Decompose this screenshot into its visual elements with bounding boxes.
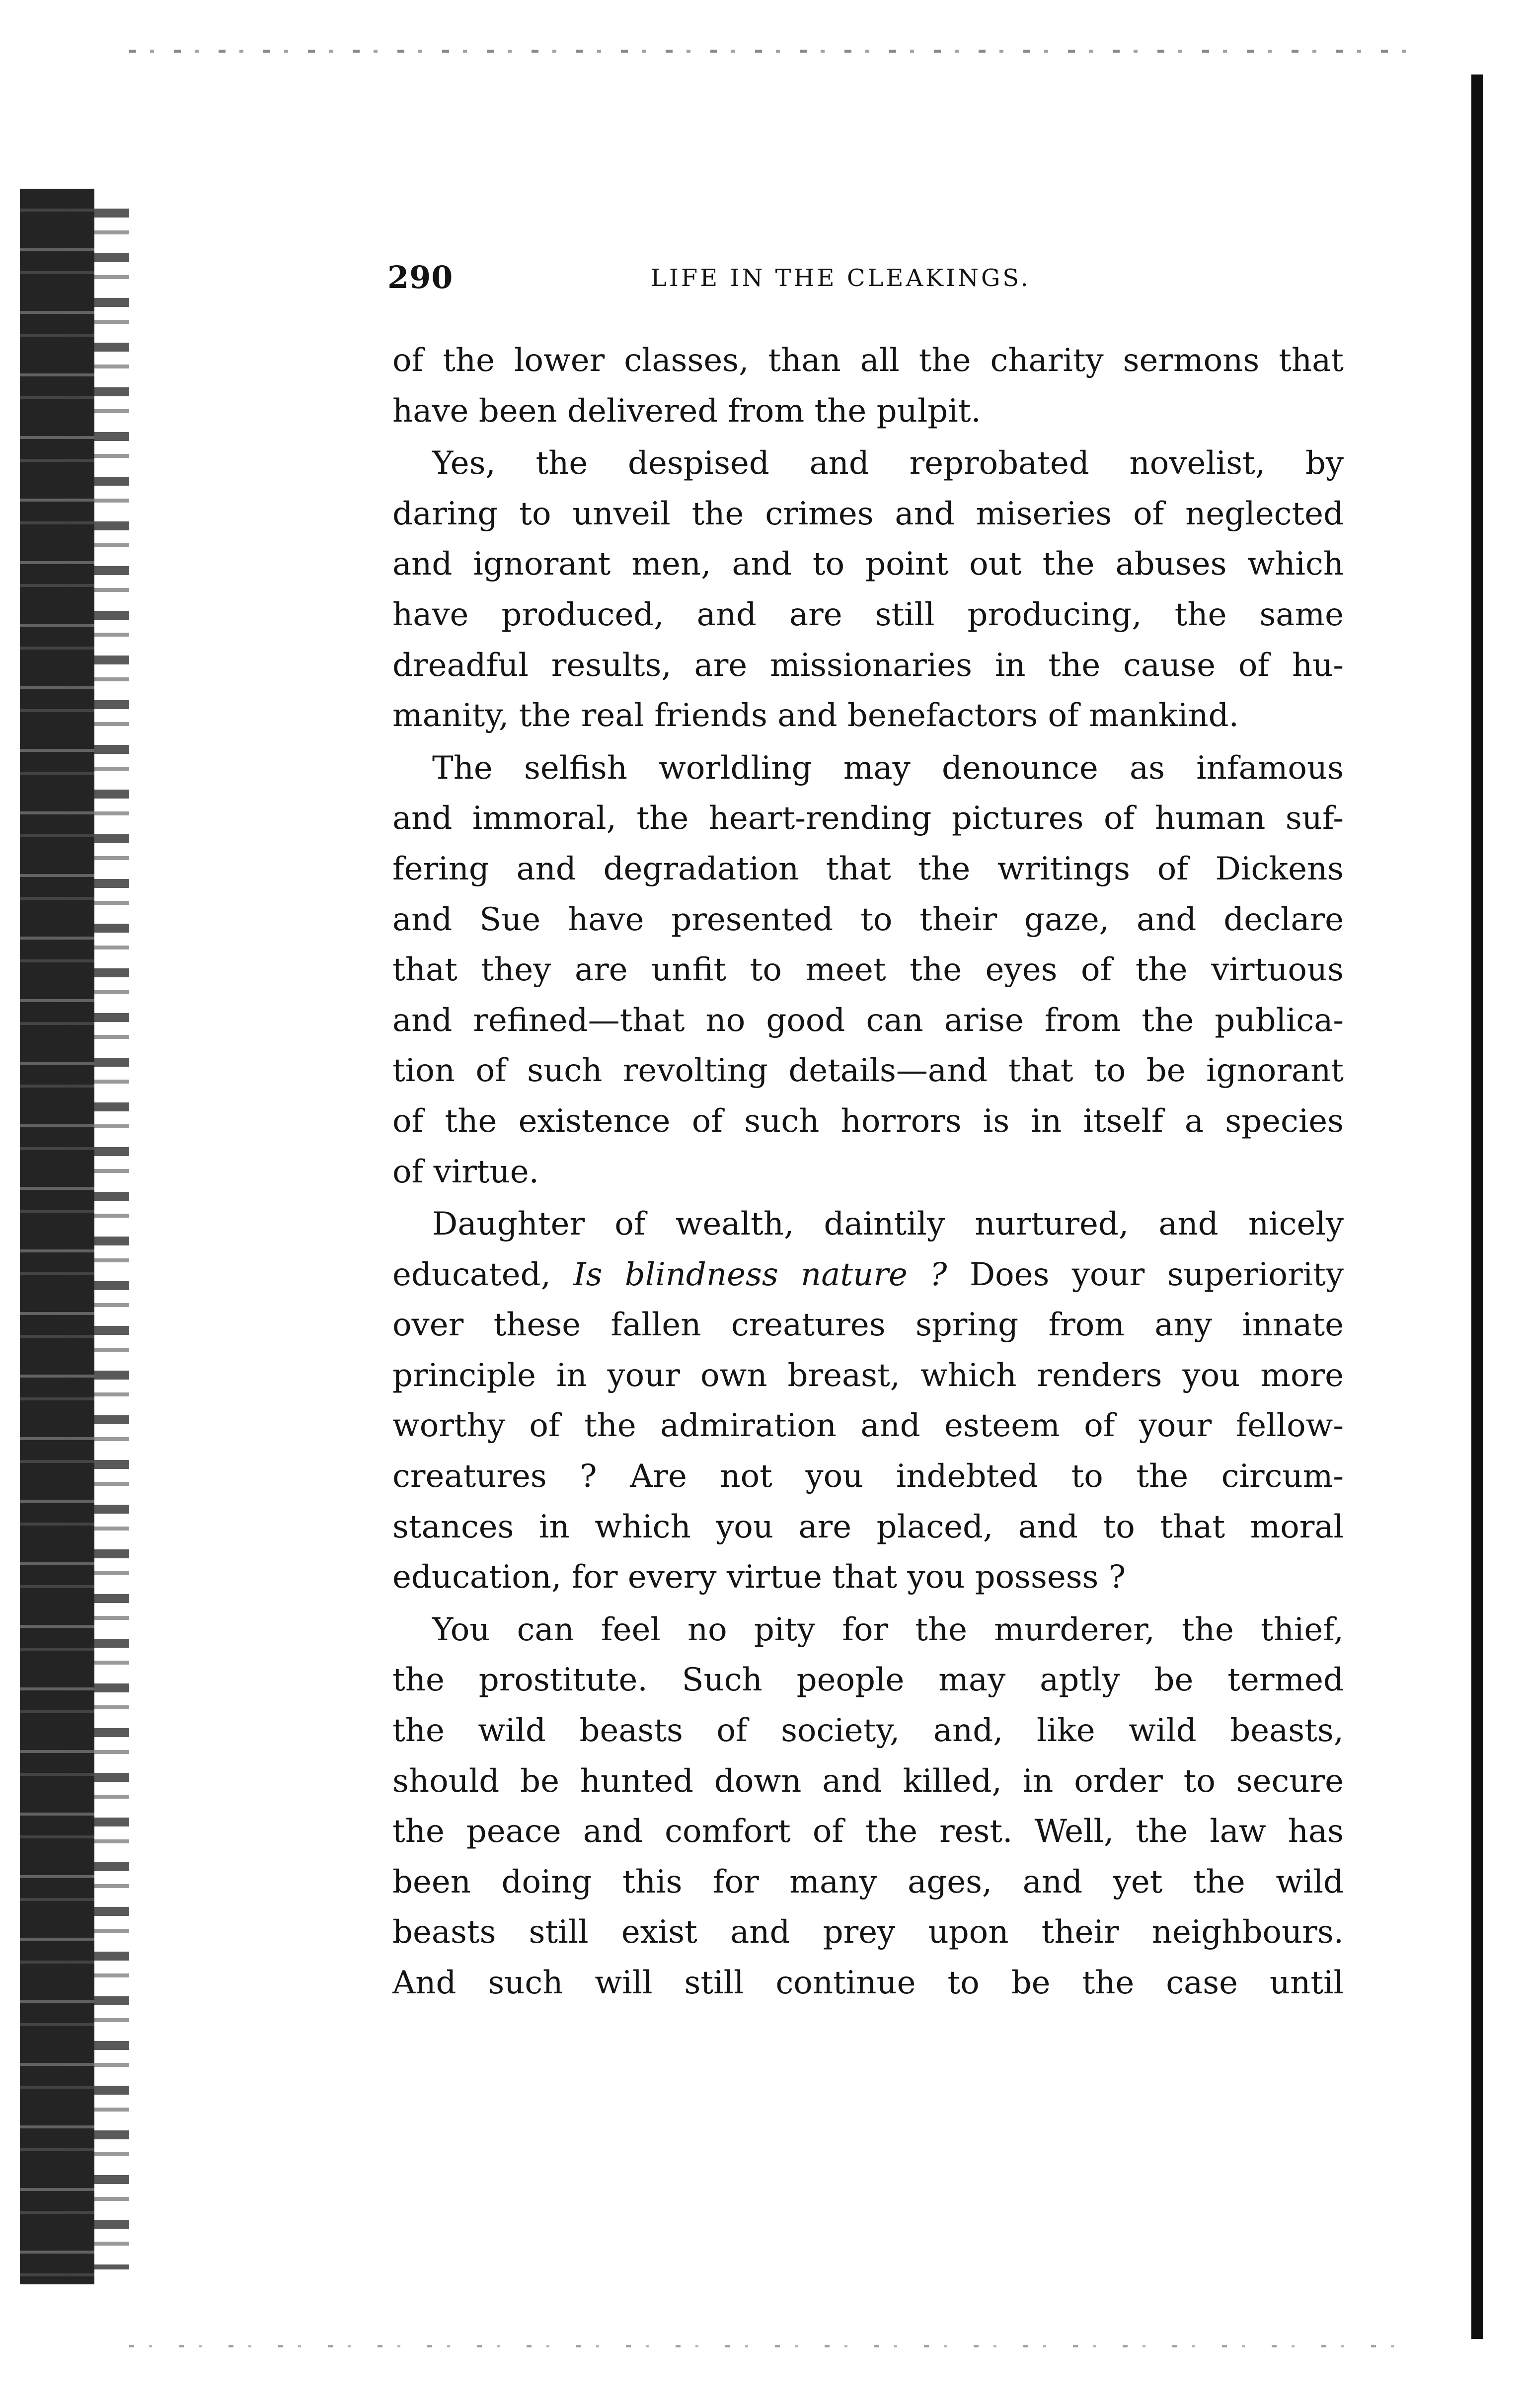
text-line: of the lower classes, than all the charity sermons that xyxy=(392,342,1344,379)
text-line: the wild beasts of society, and, like wild beasts, xyxy=(392,1712,1344,1750)
text-line: education, for every virtue that you possess ? xyxy=(392,1559,1126,1596)
scan-binding-shadow-left xyxy=(20,189,94,2284)
text-line: And such will still continue to be the case until xyxy=(392,1965,1344,2001)
paragraph-start-line: You can feel no pity for the murderer, the thief, xyxy=(432,1611,1344,1648)
scan-binding-edge-left xyxy=(94,209,129,2269)
running-title: LIFE IN THE CLEAKINGS. xyxy=(651,264,1031,292)
text-line: dreadful results, are missionaries in the cause of hu- xyxy=(392,647,1344,684)
text-line: principle in your own breast, which renders you more xyxy=(392,1357,1344,1394)
text-line: and refined—that no good can arise from the publica- xyxy=(392,1002,1344,1039)
page-number: 290 xyxy=(387,259,454,295)
text-line: should be hunted down and killed, in order to secure xyxy=(392,1762,1344,1800)
text-line: and immoral, the heart-rending pictures of human suf- xyxy=(392,800,1344,837)
text-line: worthy of the admiration and esteem of your fellow- xyxy=(392,1407,1344,1445)
text-line: that they are unfit to meet the eyes of the virtuous xyxy=(392,951,1344,989)
paragraph-start-line: Yes, the despised and reprobated novelist, by xyxy=(432,445,1344,482)
text-fragment: Does your superiority xyxy=(947,1256,1344,1293)
text-line: and ignorant men, and to point out the abuses which xyxy=(392,546,1344,583)
text-line: of the existence of such horrors is in itself a species xyxy=(392,1102,1344,1140)
text-line: over these fallen creatures spring from any innate xyxy=(392,1307,1344,1344)
text-line: and Sue have presented to their gaze, and declare xyxy=(392,901,1344,938)
running-head xyxy=(387,259,1381,307)
italic-phrase: Is blindness nature ? xyxy=(573,1256,947,1293)
scan-noise-bottom xyxy=(129,2345,1421,2347)
scan-noise-top xyxy=(129,50,1421,53)
text-line: daring to unveil the crimes and miseries of neglected xyxy=(392,495,1344,532)
text-line: fering and degradation that the writings of Dickens xyxy=(392,850,1344,887)
scan-page-edge-right xyxy=(1471,74,1483,2339)
text-line: the prostitute. Such people may aptly be termed xyxy=(392,1662,1344,1699)
text-line: have been delivered from the pulpit. xyxy=(392,392,981,430)
text-line: of virtue. xyxy=(392,1153,539,1190)
text-line-with-italic xyxy=(392,1250,1344,1301)
body-text xyxy=(392,336,1344,2009)
text-fragment: educated, xyxy=(392,1256,574,1293)
paragraph-start-line: Daughter of wealth, daintily nurtured, and nicely xyxy=(432,1206,1344,1243)
text-line: beasts still exist and prey upon their neighbours. xyxy=(392,1914,1344,1951)
paragraph-start-line: The selfish worldling may denounce as infamous xyxy=(432,749,1344,787)
text-line: been doing this for many ages, and yet the wild xyxy=(392,1863,1344,1900)
text-line: stances in which you are placed, and to that moral xyxy=(392,1508,1344,1545)
text-line: the peace and comfort of the rest. Well, the law has xyxy=(392,1813,1344,1850)
text-line: creatures ? Are not you indebted to the circum- xyxy=(392,1458,1344,1495)
text-line: tion of such revolting details—and that to be ignorant xyxy=(392,1052,1344,1090)
text-line: manity, the real friends and benefactors of mankind. xyxy=(392,697,1239,734)
text-line: have produced, and are still producing, the same xyxy=(392,596,1344,633)
